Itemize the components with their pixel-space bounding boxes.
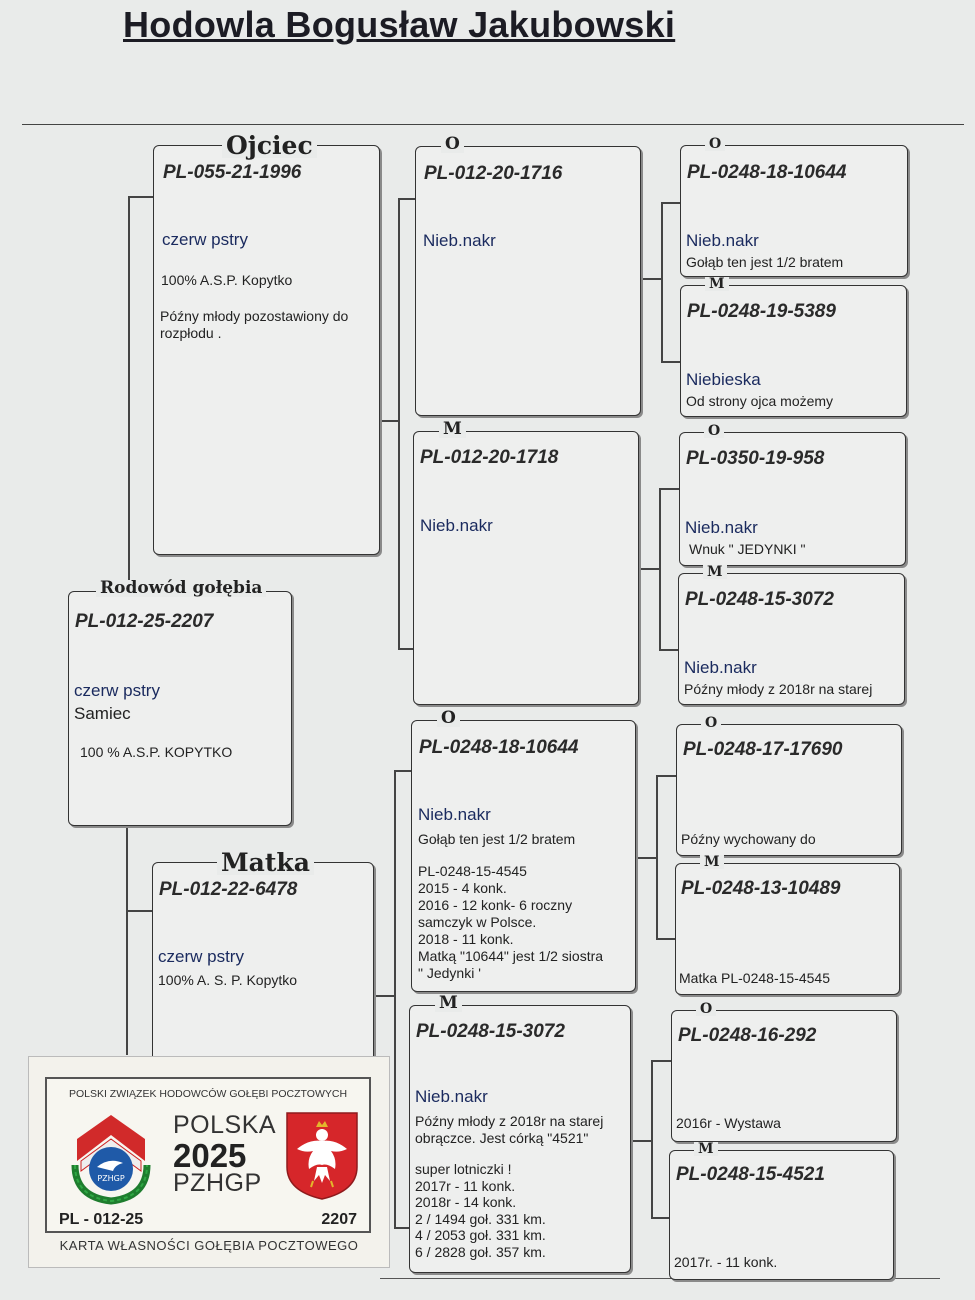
connector xyxy=(656,938,676,940)
mff-tag: O xyxy=(701,716,721,730)
mf-line: Matką "10644" jest 1/2 siostra xyxy=(418,948,604,964)
mm-notes-bottom xyxy=(415,1161,546,1260)
father-tag: Ojciec xyxy=(222,133,317,158)
subject-card xyxy=(68,578,292,826)
connector xyxy=(394,770,412,772)
fff-color: Nieb.nakr xyxy=(686,231,759,250)
fff-ring: PL-0248-18-10644 xyxy=(687,162,847,183)
ffm-note: Od strony ojca możemy xyxy=(686,393,834,409)
connector xyxy=(128,196,154,198)
connector xyxy=(661,202,663,362)
connector xyxy=(661,361,681,363)
connector xyxy=(661,202,681,204)
connector xyxy=(636,857,656,859)
page-title: Hodowla Bogusław Jakubowski xyxy=(123,4,676,45)
mm-line: 6 / 2828 goł. 357 km. xyxy=(415,1243,546,1260)
card-line3: PZHGP xyxy=(173,1169,262,1197)
ffm-card xyxy=(680,276,907,417)
mother-card xyxy=(152,848,374,1062)
mm-line: Późny młody z 2018r na starej xyxy=(415,1113,604,1129)
father-note1: 100% A.S.P. Kopytko xyxy=(161,272,293,288)
mff-ring: PL-0248-17-17690 xyxy=(683,739,843,760)
connector xyxy=(641,278,661,280)
fmm-card xyxy=(678,564,905,705)
fmf-ring: PL-0350-19-958 xyxy=(686,448,825,469)
mmm-tag: M xyxy=(694,1142,718,1156)
father-card xyxy=(153,131,380,555)
mff-card xyxy=(676,715,902,856)
mm-line: 2017r - 11 konk. xyxy=(415,1177,516,1194)
connector xyxy=(651,1217,671,1219)
fm-tag: M xyxy=(439,421,466,438)
mf-line: 2015 - 4 konk. xyxy=(418,880,507,896)
mm-line: obrączce. Jest córką "4521" xyxy=(415,1130,589,1146)
ff-card xyxy=(415,134,641,416)
connector xyxy=(374,995,394,997)
mff-note: Późny wychowany do xyxy=(681,831,816,847)
mf-line: PL-0248-15-4545 xyxy=(418,863,527,879)
card-ring-right: 2207 xyxy=(321,1211,357,1228)
mmm-note: 2017r. - 11 konk. xyxy=(674,1254,778,1270)
mother-color: czerw pstry xyxy=(158,947,244,966)
fmm-tag: M xyxy=(703,565,727,579)
connector xyxy=(394,1227,410,1229)
polish-eagle-emblem-icon xyxy=(283,1109,361,1201)
mm-line: 4 / 2053 goł. 331 km. xyxy=(415,1227,546,1243)
ownership-card xyxy=(28,1056,390,1268)
connector xyxy=(398,198,416,200)
connector xyxy=(659,488,679,490)
connector xyxy=(651,1060,671,1062)
father-ring: PL-055-21-1996 xyxy=(163,162,302,183)
father-color: czerw pstry xyxy=(162,230,248,249)
ownership-card-frame xyxy=(45,1077,371,1233)
mm-color: Nieb.nakr xyxy=(415,1087,488,1106)
mm-tag: M xyxy=(435,995,462,1012)
header-divider xyxy=(22,124,964,125)
mmf-note: 2016r - Wystawa xyxy=(676,1115,781,1131)
connector xyxy=(398,198,400,650)
mf-tag: O xyxy=(437,710,460,727)
connector xyxy=(380,420,398,422)
fff-tag: O xyxy=(705,137,725,151)
subject-note: 100 % A.S.P. KOPYTKO xyxy=(80,744,233,760)
mfm-card xyxy=(675,854,900,995)
connector xyxy=(398,648,414,650)
connector xyxy=(659,488,661,650)
fmm-ring: PL-0248-15-3072 xyxy=(685,589,834,610)
subject-color: czerw pstry xyxy=(74,681,160,700)
mother-ring: PL-012-22-6478 xyxy=(159,879,298,900)
mf-card xyxy=(411,708,636,992)
connector xyxy=(659,649,679,651)
card-year: 2025 xyxy=(173,1137,247,1174)
fm-card xyxy=(413,419,639,705)
fmm-color: Nieb.nakr xyxy=(684,658,757,677)
connector xyxy=(656,775,676,777)
connector xyxy=(126,910,154,912)
mm-line: 2018r - 14 konk. xyxy=(415,1194,517,1210)
mf-note1: Gołąb ten jest 1/2 bratem xyxy=(418,831,576,847)
mmm-card xyxy=(669,1141,894,1280)
connector xyxy=(631,1140,651,1142)
card-association: POLSKI ZWIĄZEK HODOWCÓW GOŁĘBI POCZTOWYCH xyxy=(68,1088,348,1100)
mother-tag: Matka xyxy=(217,850,314,875)
mfm-note: Matka PL-0248-15-4545 xyxy=(679,970,830,986)
card-footer: KARTA WŁASNOŚCI GOŁĘBIA POCZTOWEGO xyxy=(59,1238,359,1253)
ffm-tag: M xyxy=(705,277,729,291)
fff-note: Gołąb ten jest 1/2 bratem xyxy=(686,254,844,270)
mmf-ring: PL-0248-16-292 xyxy=(678,1025,817,1046)
connector xyxy=(394,770,396,1228)
card-line1: POLSKA xyxy=(173,1111,277,1139)
fmm-note: Późny młody z 2018r na starej xyxy=(684,681,873,697)
fff-card xyxy=(680,136,908,277)
mf-line: samczyk w Polsce. xyxy=(418,914,537,930)
ff-ring: PL-012-20-1716 xyxy=(424,163,563,184)
mfm-ring: PL-0248-13-10489 xyxy=(681,878,841,899)
mother-note1: 100% A. S. P. Kopytko xyxy=(158,972,298,988)
ffm-ring: PL-0248-19-5389 xyxy=(687,301,836,322)
mf-line: 2018 - 11 konk. xyxy=(418,931,514,947)
connector xyxy=(126,825,128,1055)
mm-line: super lotniczki ! xyxy=(415,1161,512,1177)
mf-color: Nieb.nakr xyxy=(418,805,491,824)
subject-sex: Samiec xyxy=(74,704,131,723)
connector xyxy=(656,775,658,939)
ff-color: Nieb.nakr xyxy=(423,231,496,250)
ff-tag: O xyxy=(441,136,464,153)
subject-tag: Rodowód gołębia xyxy=(96,580,266,597)
fmf-card xyxy=(679,423,906,566)
mmm-ring: PL-0248-15-4521 xyxy=(676,1164,825,1185)
fmf-tag: O xyxy=(704,424,724,438)
father-note2: Późny młody pozostawiony do rozpłodu . xyxy=(160,308,349,341)
ffm-color: Niebieska xyxy=(686,370,761,389)
mm-notes-top xyxy=(415,1113,603,1147)
mm-card xyxy=(409,993,631,1273)
connector xyxy=(651,1060,653,1218)
mm-line: 2 / 1494 goł. 331 km. xyxy=(415,1210,546,1227)
pzhgp-logo-text: PZHGP xyxy=(97,1174,125,1183)
mf-pedigree-notes xyxy=(418,863,603,982)
subject-ring: PL-012-25-2207 xyxy=(75,611,214,632)
fmf-color: Nieb.nakr xyxy=(685,518,758,537)
fmf-note: Wnuk " JEDYNKI " xyxy=(689,541,806,557)
card-ring-left: PL - 012-25 xyxy=(59,1211,144,1228)
mfm-tag: M xyxy=(700,855,724,869)
fm-ring: PL-012-20-1718 xyxy=(420,447,559,468)
pzhgp-logo-icon xyxy=(61,1109,161,1205)
fm-color: Nieb.nakr xyxy=(420,516,493,535)
mmf-tag: O xyxy=(696,1002,716,1016)
connector xyxy=(639,568,659,570)
mm-ring: PL-0248-15-3072 xyxy=(416,1021,565,1042)
connector xyxy=(128,196,130,594)
mf-line: 2016 - 12 konk- 6 roczny xyxy=(418,897,573,913)
mmf-card xyxy=(671,1001,897,1142)
mf-ring: PL-0248-18-10644 xyxy=(419,737,579,758)
mf-line: " Jedynki ' xyxy=(418,965,481,981)
